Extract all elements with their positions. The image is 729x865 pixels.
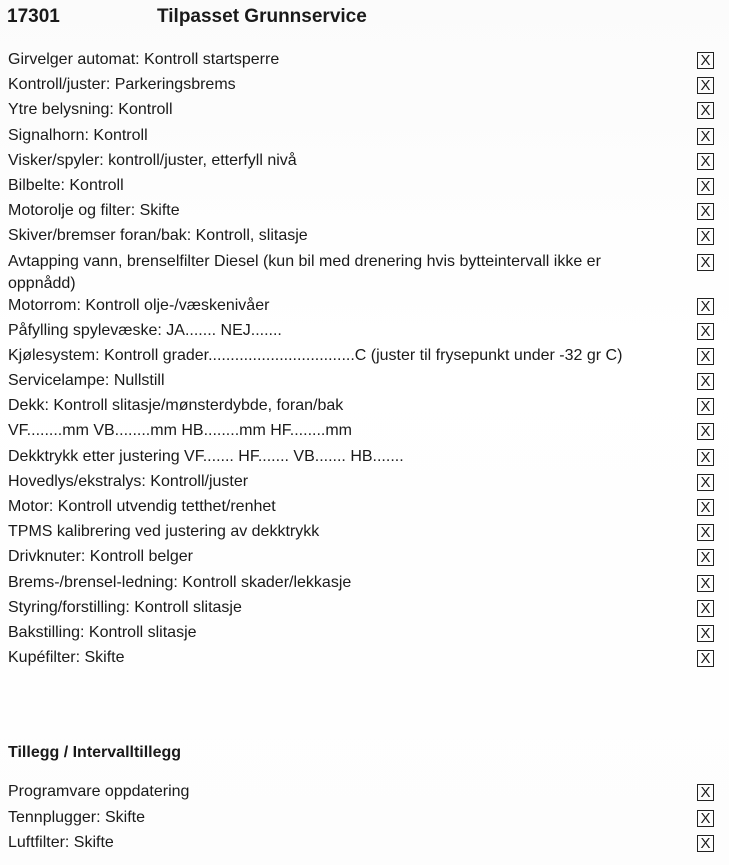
checked-box[interactable]: X [697,203,714,220]
checklist-item-label: Tennplugger: Skifte [8,808,145,826]
checked-box[interactable]: X [697,298,714,315]
checklist-item-label: Luftfilter: Skifte [8,834,114,851]
checklist-item-label: Girvelger automat: Kontroll startsperre [8,51,280,68]
checked-box[interactable]: X [697,549,714,566]
checklist-item [8,496,722,521]
checked-box[interactable]: X [697,600,714,617]
checked-box[interactable]: X [697,228,714,245]
checklist-item-label: Påfylling spylevæske: JA....... NEJ....... [8,321,282,339]
checklist-item-label: Styring/forstilling: Kontroll slitasje [8,598,242,616]
checked-box[interactable]: X [697,499,714,516]
checklist-item-label: Avtapping vann, brenselfilter Diesel (kun bil med drenering hvis bytteintervall ikke er oppnådd) [8,252,601,292]
checklist-item [8,446,722,471]
checklist-item [8,572,722,597]
checked-box[interactable]: X [697,398,714,415]
checklist-item-label: Brems-/brensel-ledning: Kontroll skader/lekkasje [8,573,352,591]
checklist-item [8,521,722,546]
checked-box[interactable]: X [697,254,714,271]
checked-box[interactable]: X [697,52,714,69]
checklist-item [8,175,722,200]
section-title: Tillegg / Intervalltillegg [8,744,182,761]
checked-box[interactable]: X [697,423,714,440]
checklist-item [8,597,722,622]
extra-checklist [8,781,722,858]
checklist-item [8,99,722,124]
checklist-item [8,200,722,225]
checklist-item-label: Bilbelte: Kontroll [8,176,124,194]
checklist-item [8,345,722,370]
checklist-item-label: TPMS kalibrering ved justering av dekktrykk [8,523,320,541]
checklist-item-label: Kupéfilter: Skifte [8,649,125,667]
checklist-item [8,74,722,99]
checklist-item [8,546,722,571]
checklist-item-label: Visker/spyler: kontroll/juster, etterfyll nivå [8,151,297,169]
checklist-item [8,295,722,320]
checklist-item-label: Dekktrykk etter justering VF....... HF....... VB....... HB....... [8,447,404,465]
checklist-item [8,320,722,345]
checklist-item-label: Bakstilling: Kontroll slitasje [8,623,197,641]
checked-box[interactable]: X [697,128,714,145]
checklist-item [8,807,722,833]
checklist-item [8,647,722,672]
checked-box[interactable]: X [697,835,714,852]
checklist-item-label: Motorrom: Kontroll olje-/væskenivåer [8,296,270,314]
checklist-item [8,832,722,858]
checklist-item-label: Motor: Kontroll utvendig tetthet/renhet [8,498,276,515]
main-checklist [8,49,722,672]
checklist-item-label: Ytre belysning: Kontroll [8,101,173,119]
checklist-item [8,49,722,74]
checklist-item [8,125,722,150]
checked-box[interactable]: X [697,373,714,390]
checked-box[interactable]: X [697,77,714,94]
checklist-item-label: Signalhorn: Kontroll [8,126,148,144]
checked-box[interactable]: X [697,625,714,642]
checklist-item [8,781,722,807]
page-title: Tilpasset Grunnservice [157,6,367,27]
checklist-item [8,471,722,496]
checklist-item-label: Skiver/bremser foran/bak: Kontroll, slitasje [8,227,308,245]
checked-box[interactable]: X [697,650,714,667]
checked-box[interactable]: X [697,575,714,592]
checklist-item-label: Kjølesystem: Kontroll grader.................................C (juster til frysepunkt under -32 gr C) [8,346,623,364]
checklist-item [8,251,722,295]
checklist-item [8,370,722,395]
checklist-item [8,395,722,420]
checklist-item-label: Dekk: Kontroll slitasje/mønsterdybde, foran/bak [8,397,344,415]
checklist-item-label: Kontroll/juster: Parkeringsbrems [8,76,236,94]
checked-box[interactable]: X [697,474,714,491]
checklist-item [8,150,722,175]
checklist-item-label: Servicelampe: Nullstill [8,372,165,390]
checked-box[interactable]: X [697,102,714,119]
checklist-item-label: Hovedlys/ekstralys: Kontroll/juster [8,472,249,490]
checked-box[interactable]: X [697,178,714,195]
checklist-item-label: Motorolje og filter: Skifte [8,202,180,220]
checklist-item-label: Drivknuter: Kontroll belger [8,548,193,566]
checked-box[interactable]: X [697,323,714,340]
checklist-item-label: Programvare oppdatering [8,783,190,800]
checked-box[interactable]: X [697,524,714,541]
checklist-item-label: VF........mm VB........mm HB........mm HF........mm [8,422,353,440]
checked-box[interactable]: X [697,348,714,365]
checklist-item [8,225,722,250]
checklist-item [8,420,722,445]
document-header [7,6,367,32]
checked-box[interactable]: X [697,449,714,466]
checked-box[interactable]: X [697,153,714,170]
checklist-item [8,622,722,647]
checked-box[interactable]: X [697,810,714,827]
checked-box[interactable]: X [697,784,714,801]
service-code: 17301 [7,6,60,27]
